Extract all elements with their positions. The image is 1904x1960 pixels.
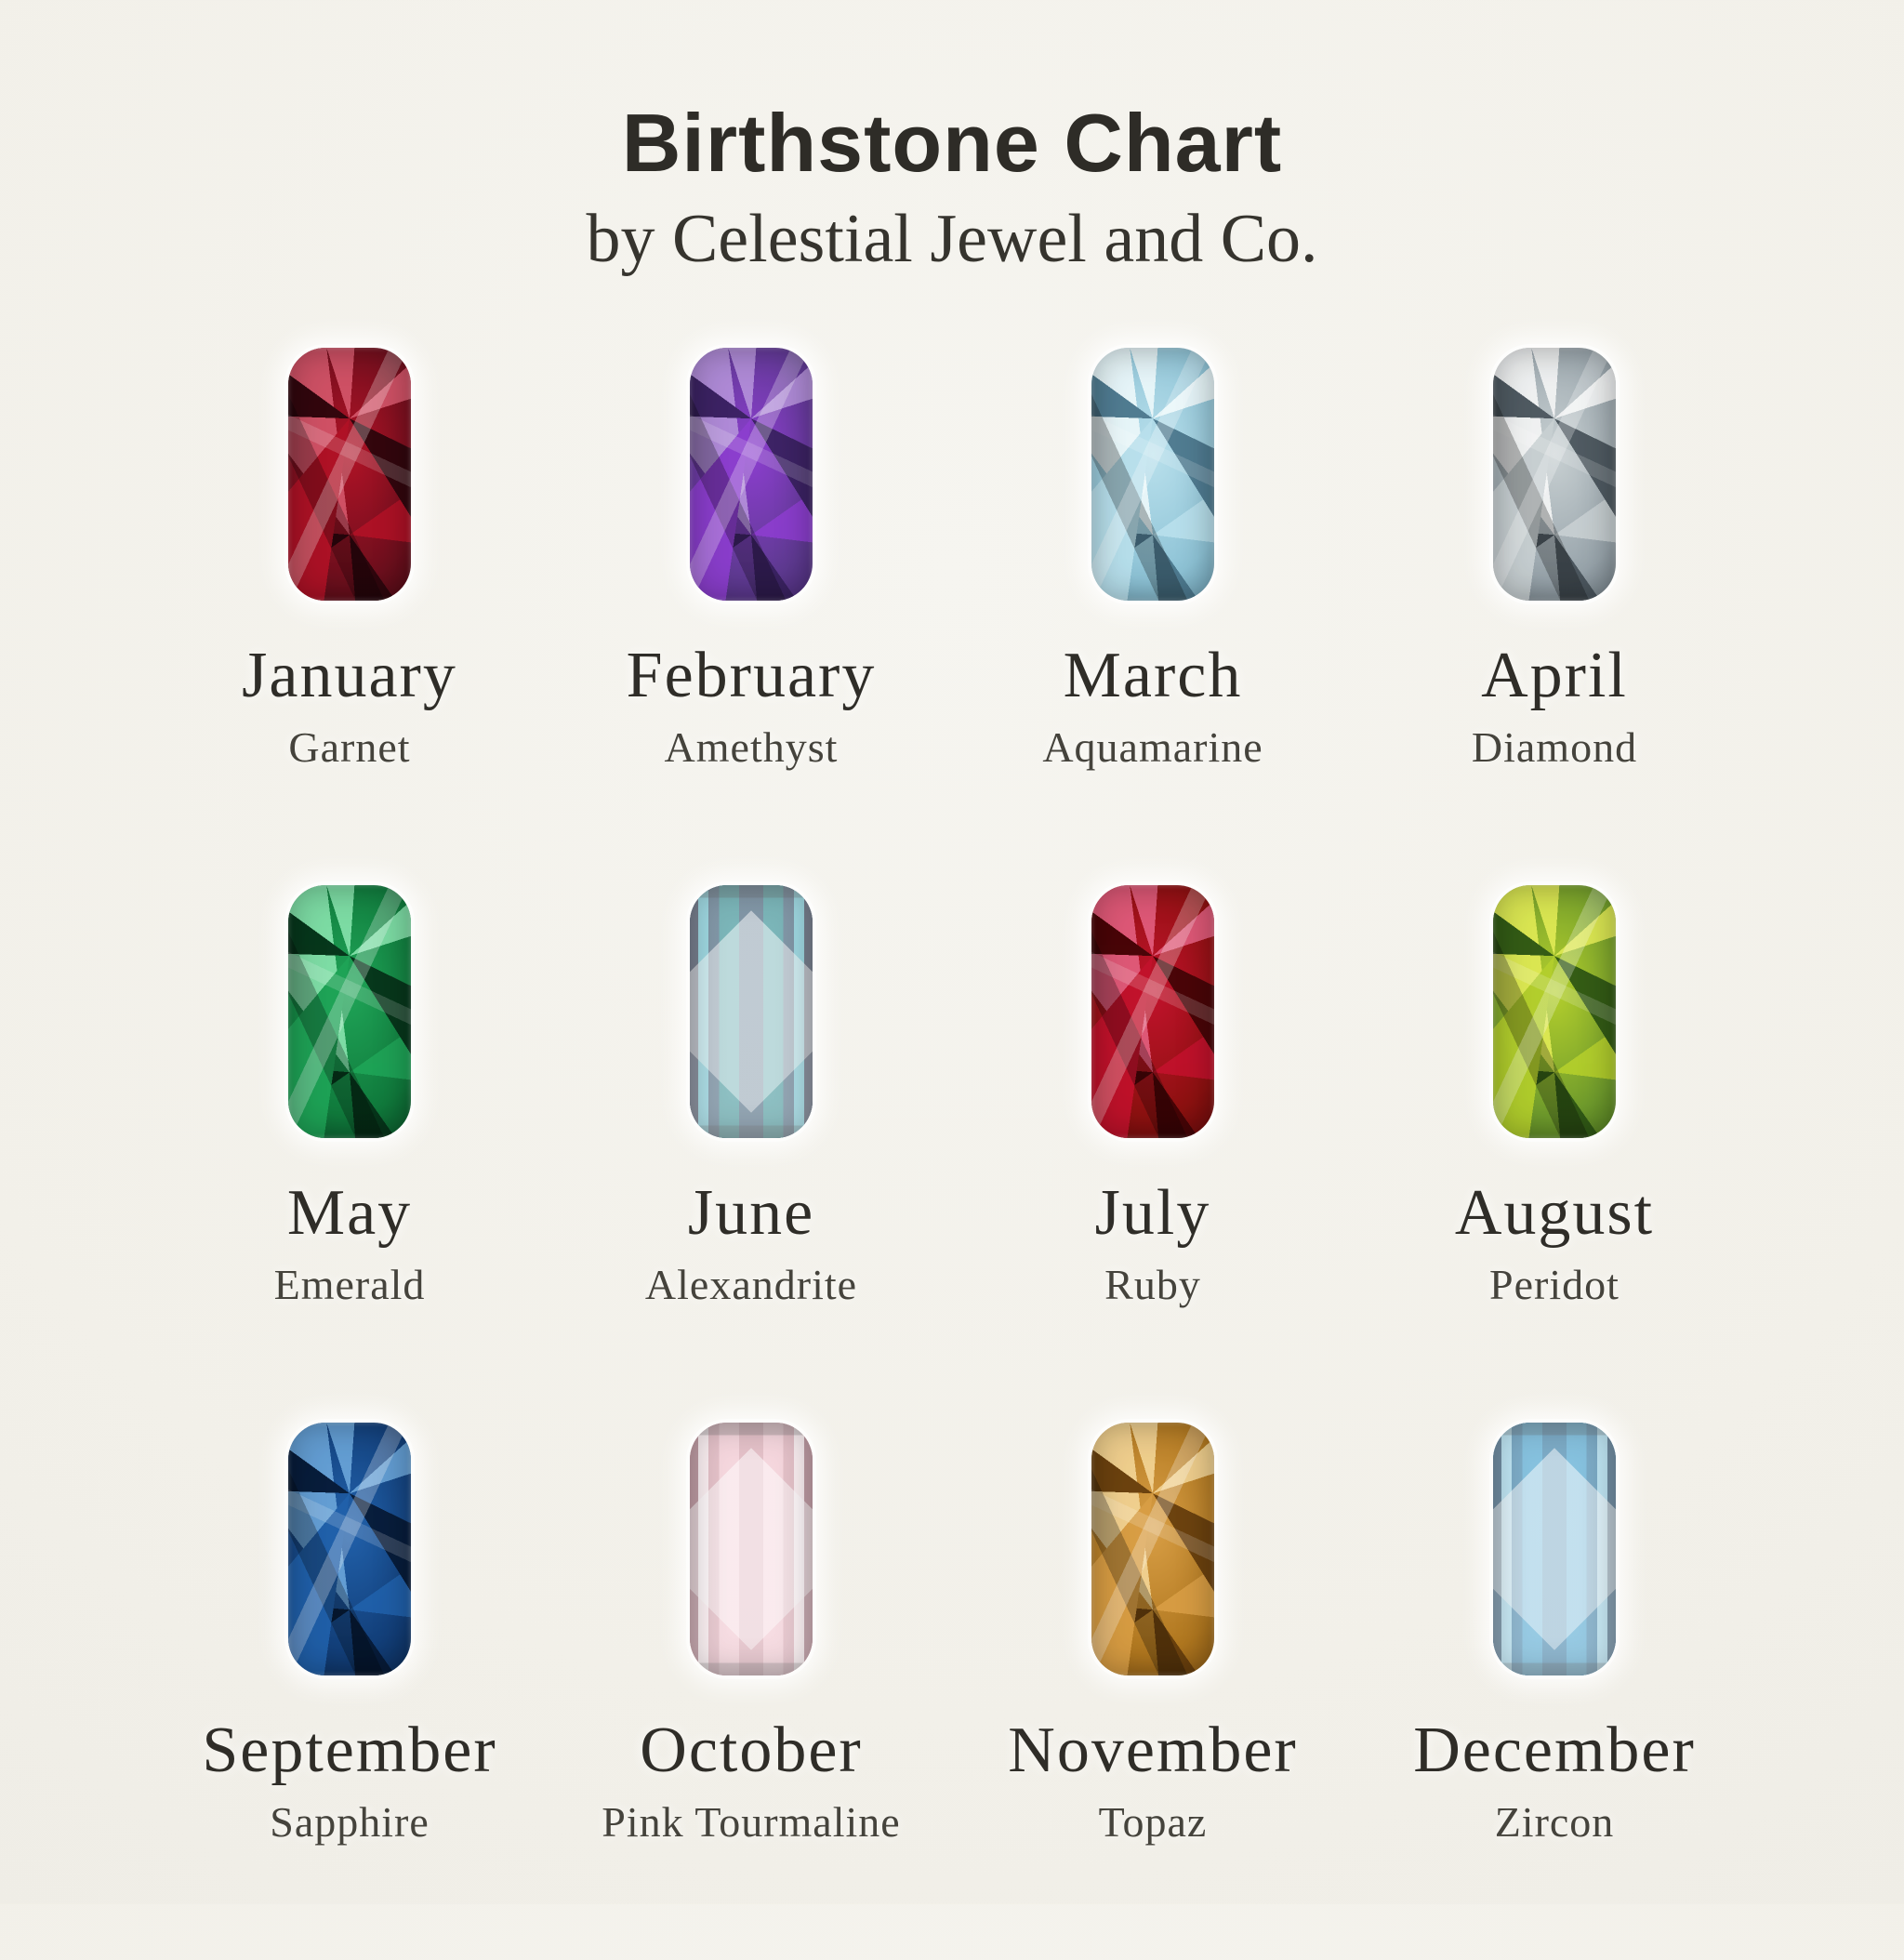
stone-label: Amethyst	[664, 722, 839, 771]
cell-december	[1354, 1423, 1755, 1845]
pink-tourmaline-gem-image	[690, 1423, 813, 1675]
month-label: June	[687, 1176, 815, 1249]
stone-label: Diamond	[1471, 722, 1638, 771]
cell-march	[952, 348, 1354, 770]
alexandrite-gem-image	[690, 885, 813, 1138]
stone-label: Alexandrite	[644, 1260, 858, 1308]
ruby-gem-image	[1091, 885, 1214, 1138]
month-label: November	[1008, 1714, 1298, 1786]
month-label: October	[640, 1714, 863, 1786]
cell-august	[1354, 885, 1755, 1307]
cell-february	[550, 348, 952, 770]
stone-label: Ruby	[1104, 1260, 1201, 1308]
cell-november	[952, 1423, 1354, 1845]
peridot-gem-image	[1493, 885, 1616, 1138]
stone-label: Topaz	[1098, 1797, 1208, 1846]
cell-september	[149, 1423, 550, 1845]
aquamarine-gem-image	[1091, 348, 1214, 601]
stone-label: Zircon	[1494, 1797, 1615, 1846]
cell-october	[550, 1423, 952, 1845]
cell-may	[149, 885, 550, 1307]
emerald-gem-image	[288, 885, 411, 1138]
stone-label: Pink Tourmaline	[602, 1797, 901, 1846]
stone-label: Aquamarine	[1042, 722, 1263, 771]
month-label: September	[202, 1714, 497, 1786]
amethyst-gem-image	[690, 348, 813, 601]
garnet-gem-image	[288, 348, 411, 601]
diamond-gem-image	[1493, 348, 1616, 601]
stone-label: Sapphire	[270, 1797, 430, 1846]
sapphire-gem-image	[288, 1423, 411, 1675]
month-label: December	[1413, 1714, 1696, 1786]
month-label: May	[286, 1176, 413, 1249]
stone-label: Emerald	[273, 1260, 426, 1308]
page-title: Birthstone Chart	[621, 97, 1283, 189]
month-label: August	[1454, 1176, 1655, 1249]
stone-label: Garnet	[288, 722, 411, 771]
birthstone-grid	[149, 348, 1755, 1960]
topaz-gem-image	[1091, 1423, 1214, 1675]
cell-january	[149, 348, 550, 770]
cell-june	[550, 885, 952, 1307]
month-label: February	[626, 639, 877, 711]
stone-label: Peridot	[1489, 1260, 1620, 1308]
cell-april	[1354, 348, 1755, 770]
cell-july	[952, 885, 1354, 1307]
month-label: January	[242, 639, 457, 711]
month-label: March	[1063, 639, 1243, 711]
page-subtitle: by Celestial Jewel and Co.	[586, 201, 1318, 278]
header	[0, 0, 1904, 281]
zircon-gem-image	[1493, 1423, 1616, 1675]
month-label: July	[1094, 1176, 1211, 1249]
month-label: April	[1481, 639, 1628, 711]
